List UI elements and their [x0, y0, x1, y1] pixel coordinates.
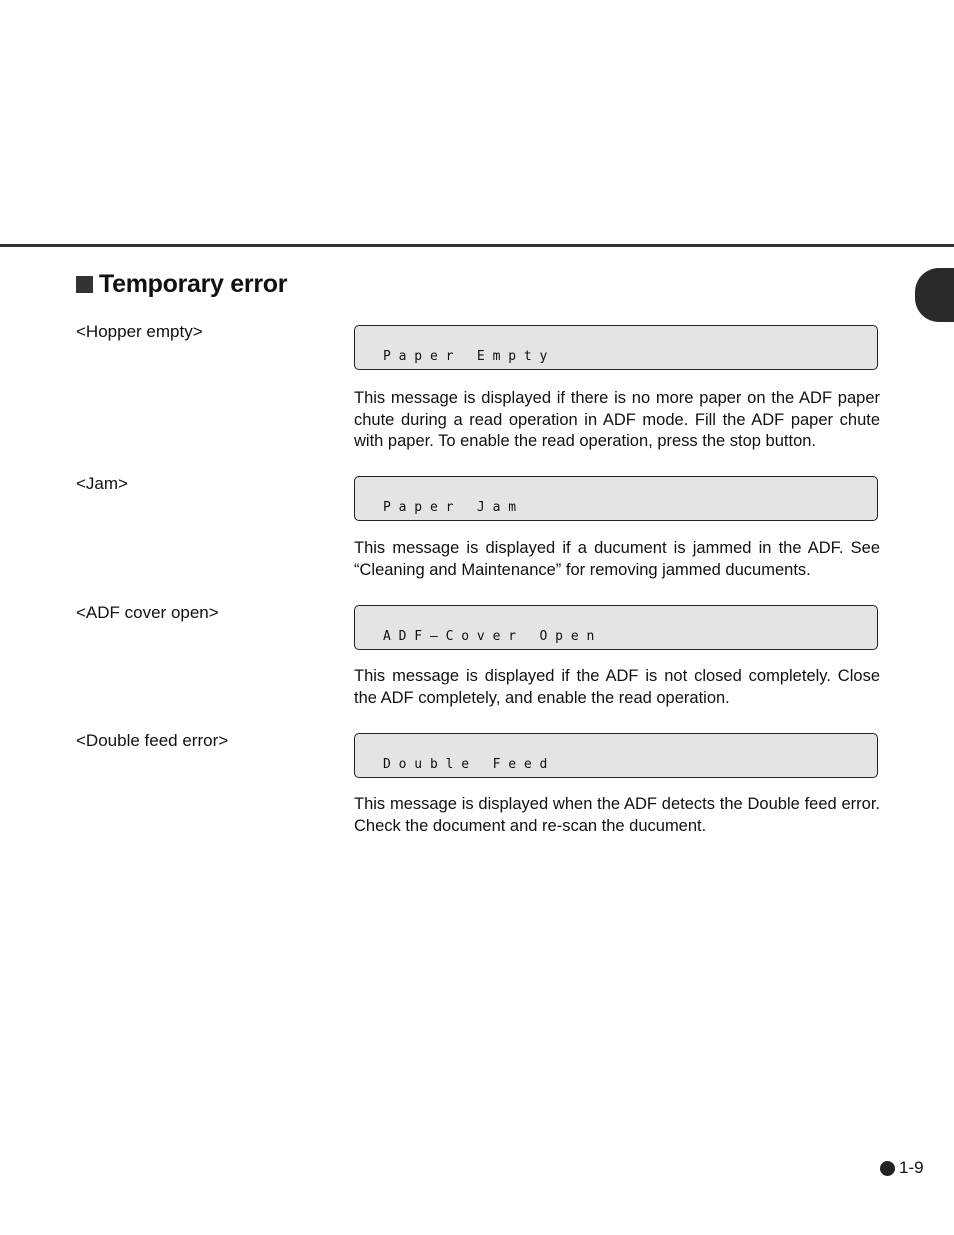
bullet-dot-icon: [880, 1161, 895, 1176]
entry-label-jam: <Jam>: [76, 474, 128, 493]
lcd-text: D o u b l e F e e d: [383, 757, 548, 772]
lcd-display-double-feed: [354, 733, 878, 778]
top-rule: [0, 244, 954, 247]
description-double-feed: This message is displayed when the ADF detects the Double feed error. Check the document and re-scan the ducument.: [354, 795, 880, 835]
lcd-text: A D F – C o v e r O p e n: [383, 629, 595, 644]
entry-label-hopper-empty: <Hopper empty>: [76, 322, 203, 341]
square-bullet-icon: [76, 276, 93, 293]
entry-label-adf-cover-open: <ADF cover open>: [76, 603, 219, 622]
page-number: [880, 1158, 924, 1178]
chapter-tab: [915, 268, 954, 322]
page-number-text: 1-9: [899, 1158, 924, 1177]
lcd-display-jam: [354, 476, 878, 521]
section-title-text: Temporary error: [99, 270, 288, 298]
section-title: [76, 270, 287, 299]
entry-label-double-feed: <Double feed error>: [76, 731, 229, 750]
lcd-display-hopper-empty: [354, 325, 878, 370]
lcd-text: P a p e r J a m: [383, 500, 517, 515]
lcd-text: P a p e r E m p t y: [383, 349, 548, 364]
description-jam: This message is displayed if a ducument is jammed in the ADF. See “Cleaning and Maintenance” for removing jammed ducuments.: [354, 539, 880, 579]
description-hopper-empty: This message is displayed if there is no more paper on the ADF paper chute during a read operation in ADF mode. Fill the ADF paper chute with paper. To enable the read operation, press the stop button.: [354, 389, 880, 450]
lcd-display-adf-cover-open: [354, 605, 878, 650]
description-adf-cover-open: This message is displayed if the ADF is not closed completely. Close the ADF completely, and enable the read operation.: [354, 667, 880, 707]
